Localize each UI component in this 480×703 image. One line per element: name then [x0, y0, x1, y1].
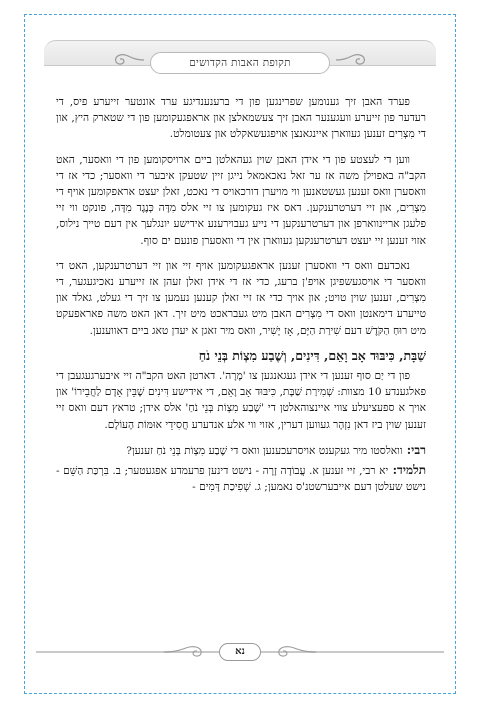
body-text	[56, 94, 426, 498]
dialog-line-student: תלמיד: יא רבי, זיי זענען א. עֲבוֹדָה זָרָה - נישט דינען פרעמדע אפגעטער; ב. בִּרְכַּת הַשֵּׁם - נישט שעלטן דעם אייבערשטנ'ס נאמען; ג. שְׁפִיכַת דָּמִים -	[56, 463, 427, 494]
speaker-label: רבי	[411, 442, 426, 457]
dialog-block	[56, 442, 426, 496]
paragraph-1: פערד האבן זיך גענומען שפרינגען פון די ברענענדיגע ערד אונטער זייערע פיס, די רעדער פון זייערע וועגענער האבן זיך צעשמאלצן און אראפגעקומען פון די שטארק היץ, און די מִצְרִים זענען געווארן איינגאנצן אויפגעשאקלט און צעטומלט.	[56, 96, 426, 141]
dialog-line-rebbe: רבי: וואלסטו מיר געקענט אויסרעכענען וואס די שֶׁבַע מִצְוֹת בְּנֵי נֹחַ זענען?	[126, 442, 426, 457]
scroll-ornament-left-icon	[100, 50, 146, 70]
section-paragraph: פון די יַם סוף זענען די אידן געגאנגען צו 'מָרָה'. דארטן האט הקב"ה זיי איבערגעגעבן די פאלגענדע 10 מצוות: שְׁמִירַת שַׁבָּת, כִּיבּוּד אָב וָאֵם, די אידישע דִּינִים שֶׁבֵּין אָדָם לַחֲבֵירוֹ' און אויך א ספעציעלע צווי איינצוהאלטן די 'שֶׁבַע מִצְוֹת בְּנֵי נֹחַ' אלס אידן; טראץ דעם וואס זיי זענען שוין ביז דאן נִזְהָר געווען דערין, אזוי ווי אלע אנדערע חֲסִידֵי אוּמּוֹת הָעוֹלָם.	[56, 370, 426, 431]
section-heading: שַׁבָּת, כִּיבּוּד אָב וָאֵם, דִּינִים, וְשֶׁבַע מִצְוֹת בְּנֵי נֹחַ	[198, 347, 426, 363]
page-number: נא	[219, 643, 261, 661]
dialog-text: וואלסטו מיר געקענט אויסרעכענען וואס די שֶׁבַע מִצְוֹת בְּנֵי נֹחַ זענען?	[126, 444, 403, 457]
header-cartouche	[150, 52, 330, 74]
speaker-label: תלמיד	[397, 463, 427, 478]
scroll-ornament-right-icon	[334, 50, 380, 70]
paragraph-2: ווען די לעצטע פון די אידן האבן שוין געהאלטן ביים ארויסקומען פון די וואסער, האט הקב"ה באפוילן משה אז ער זאל נאכאמאל נייגן זיין שטעקן איבער די וואסער; כדי אז די וואסערן וואס זענען געשטאנען ווי מויערן דורכאויס די נאכט, זאלן יעצט אראפקומען אויף די מִצְרִים, און זיי דערטרענקען. דאס איז געקומען צו זיי אלס מִדָּה כְּנֶגֶד מִדָּה, פונקט ווי זיי פלעגן אריינווארפן און דערטרענקען די נייע געבוירענע אידישע יונגלעך אין דעם טייך נילוס, אזוי זענען זיי יעצט דערטרענקען געווארן אין די וואסערן פונעם ים סוף.	[56, 153, 426, 247]
running-header-title: תקופת האבות הקדושים	[189, 57, 291, 69]
dialog-text: יא רבי, זיי זענען א. עֲבוֹדָה זָרָה - נישט דינען פרעמדע אפגעטער; ב. בִּרְכַּת הַשֵּׁם - נישט שעלטן דעם אייבערשטנ'ס נאמען; ג. שְׁפִיכַת דָּמִים -	[56, 465, 426, 494]
paragraph-3: נאכדעם וואס די וואסערן זענען אראפגעקומען אויף זיי און זיי דערטרענקען, האט די וואסער די אויסגעשפיגן אויפ'ן ברעג, כדי אז די אידן זאלן זעהן אז זייערע נאכיגעגער, די מִצְרִים, זענען שוין טויט; און אויך כדי אז זיי זאלן קענען נעמען צו זיך די געלט, גאלד און טייערע דימאנטן וואס די מִצְרִים האבן מיט געבראכט מיט זיך. דאן האט משה פאראפעקט מיט רוּחַ הַקֹּדֶשׁ דעם שִׁירַת הַיָּם, אָז יָשִׁיר, וואס מיר זאגן א יעדן טאג ביים דאווענען.	[56, 259, 426, 337]
